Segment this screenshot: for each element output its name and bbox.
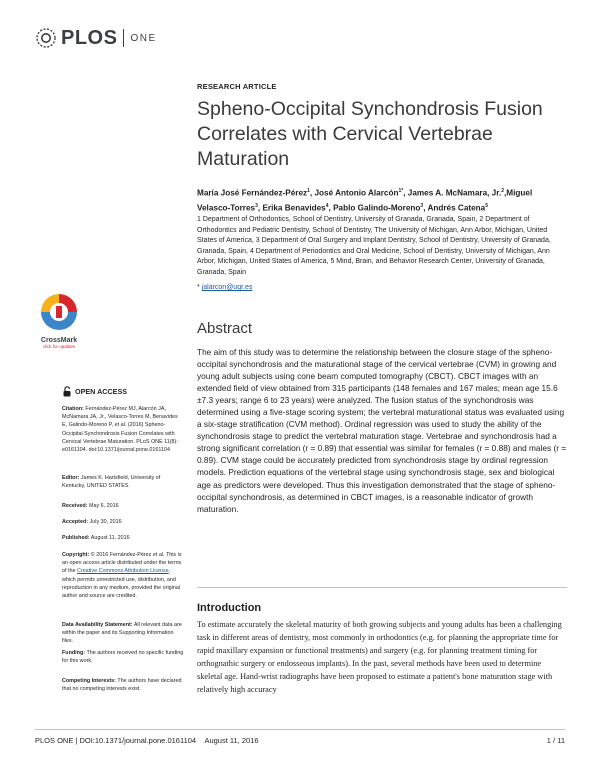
data-availability-text: All relevant data are within the paper and its Supporting Information files.	[62, 622, 182, 645]
crossmark-sub: click for updates	[42, 344, 76, 349]
plos-logo-icon	[35, 27, 57, 49]
logo-journal: ONE	[130, 32, 157, 44]
competing-interests-label: Competing Interests:	[62, 678, 116, 684]
published-label: Published:	[62, 535, 90, 541]
data-availability-label: Data Availability Statement:	[62, 622, 133, 628]
abstract-heading: Abstract	[197, 320, 253, 337]
section-divider	[197, 587, 567, 588]
page-number: 1 / 11	[546, 736, 565, 745]
editor-block	[62, 474, 184, 490]
open-access-badge	[62, 386, 127, 397]
author-affiliation-marker: 3	[420, 202, 424, 209]
article-type: RESEARCH ARTICLE	[197, 82, 277, 91]
crossmark-label: CrossMark	[40, 337, 78, 344]
affiliation-text: Department of Orthodontics, School of Dentistry, University of Granada, Granada, Spain,	[202, 216, 480, 223]
received-block	[62, 502, 184, 510]
received-text: May 6, 2016	[88, 503, 119, 509]
affiliation-text: Department of Periodontics and Oral Medicine, School of Dentistry, University of Michigan, Ann Arbor, Michigan, United States of America,	[197, 247, 550, 265]
copyright-label: Copyright:	[62, 552, 90, 558]
accepted-text: July 30, 2016	[89, 519, 122, 525]
introduction-heading: Introduction	[197, 602, 262, 614]
affiliations	[197, 215, 567, 278]
funding-label: Funding:	[62, 650, 86, 656]
author-name: Miguel Velasco-Torres	[197, 188, 533, 213]
copyright-block	[62, 551, 184, 600]
data-availability-block	[62, 621, 184, 646]
logo-divider	[123, 29, 124, 47]
author-affiliation-marker: 1	[307, 188, 310, 194]
funding-block	[62, 649, 184, 665]
introduction-text: To estimate accurately the skeletal maturity of both growing subjects and young adults has been a challenging task in different areas of dentistry, most commonly in orthodontics (e.g. for planning the appropriate time for rapid maxillary expansion or functional treatments) and surgery (e.g. for planning treatment timing for orthognathic surgery or endosseous implants). In the past, several methods have been used to determine skeletal age. Hand-wrist radiographs have been proposed to estimate a patient's bone maturation stage with relatively high accuracy	[197, 620, 562, 694]
plos-one-logo[interactable]	[35, 26, 157, 50]
editor-label: Editor:	[62, 475, 80, 481]
abstract-text: The aim of this study was to determine the relationship between the closure stage of the spheno-occipital synchondrosis and the maturational stage of the cervical vertebrae (CVM) in growing and young adult subjects using cone beam computed tomography (CBCT). CBCT images with an extended field of view obtained from 315 participants (148 females and 167 males; mean age 15.6 ±7.3 years; range 6 to 23 years) were analyzed. The fusion status of the synchondrosis was determined using a five-stage scoring system; the vertebral maturational status was evaluated using a six-stage stratification (CVM method). Ordinal regression was used to study the ability of the synchondrosis stage to predict the vertebral maturation stage. Vertebrae and synchondrosis had a strong significant correlation (r = 0.89) that essential was similar for females (r = 0.88) and males (r = 0.89). CVM stage could be accurately predicted from synchondrosis stage by ordinal regression models. Prediction equations of the vertebral stage using synchondrosis stage, sex and biological age as predictors were developed. Thus this investigation demonstrated that the stage of spheno-occipital synchondrosis, as determined in CBCT images, is a reasonable indicator of growth maturation.	[197, 347, 567, 514]
page-footer	[35, 736, 565, 745]
copyright-pre: © 2016 Fernández-Pérez et al. This is an open access article distributed under the terms of the	[62, 552, 182, 575]
accepted-label: Accepted:	[62, 519, 89, 525]
citation-block	[62, 405, 184, 454]
author-affiliation-marker: 4	[325, 202, 329, 209]
author-affiliation-marker: 3	[255, 202, 258, 209]
published-text: August 11, 2016	[90, 535, 130, 541]
affiliation-number: 3	[255, 237, 262, 244]
article-title: Spheno-Occipital Synchondrosis Fusion Correlates with Cervical Vertebrae Maturation	[197, 98, 543, 170]
citation-text: Fernández-Pérez MJ, Alarcón JA, McNamara JA, Jr., Velasco-Torres M, Benavides E, Galindo-Moreno P, et al. (2016) Spheno-Occipital Synchondrosis Fusion Correlates with Cervical Vertebrae Maturation. PLoS ONE 11(8): e0161104. doi:10.1371/journal.pone.0161104	[62, 406, 178, 454]
citation-label: Citation:	[62, 406, 84, 412]
open-access-label: OPEN ACCESS	[75, 387, 128, 396]
open-lock-icon	[62, 386, 72, 397]
author-affiliation-marker: 1*	[398, 188, 404, 194]
license-link[interactable]: Creative Commons Attribution License	[77, 568, 169, 575]
author-name: James A. McNamara, Jr.	[407, 188, 502, 198]
author-name: Pablo Galindo-Moreno	[333, 203, 421, 213]
author-list: María José Fernández-Pérez$^1$, José Antonio Alarcón$^{1*}$, James A. McNamara, Jr.$^2$,Miguel Velasco-Torres$^3$, Erika Benavides$^4$, Pablo Galindo-Moreno$^3$, Andrés Catena$^5$	[197, 188, 533, 213]
affiliation-number: 4	[249, 247, 256, 255]
footer-date: August 11, 2016	[204, 736, 259, 745]
affiliation-number: 2	[479, 216, 486, 223]
published-block	[62, 534, 184, 542]
affiliation-text: Mind, Brain, and Behavior Research Center, University of Granada, Granada, Spain	[197, 258, 545, 276]
author-name: José Antonio Alarcón	[314, 188, 399, 198]
affiliation-text: Department of Orthodontics and Pediatric Dentistry, School of Dentistry, The University of Michigan, Ann Arbor, Michigan, United States of America,	[197, 216, 548, 244]
corresponding-email	[197, 284, 567, 291]
email-marker: *	[197, 284, 200, 291]
author-name: Erika Benavides	[262, 203, 326, 213]
funding-text: The authors received no specific funding for this work.	[62, 650, 184, 665]
author-name: María José Fernández-Pérez	[197, 188, 308, 198]
logo-brand: PLOS	[61, 26, 118, 49]
crossmark-badge[interactable]	[35, 292, 83, 349]
copyright-post: , which permits unrestricted use, distribution, and reproduction in any medium, provided the original author and source are credited.	[62, 568, 181, 600]
email-link[interactable]: jalarcon@ugr.es	[201, 284, 253, 291]
competing-interests-block	[62, 677, 184, 693]
affiliation-text: Department of Oral Surgery and Implant Dentistry, School of Dentistry, University of Granada, Granada, Spain,	[197, 237, 551, 255]
affiliation-number: 1	[197, 216, 203, 223]
received-label: Received:	[62, 503, 88, 509]
accepted-block	[62, 518, 184, 526]
competing-interests-text: The authors have declared that no competing interests exist.	[62, 678, 182, 693]
footer-divider	[35, 729, 565, 730]
author-name: Andrés Catena	[427, 203, 486, 213]
affiliation-number: 5	[330, 258, 337, 265]
editor-text: James K. Hartsfield, University of Kentucky, UNITED STATES	[62, 475, 161, 490]
footer-citation	[35, 736, 259, 745]
author-affiliation-marker: 5	[485, 202, 489, 209]
crossmark-icon	[35, 292, 83, 332]
author-affiliation-marker: 2	[501, 188, 505, 194]
footer-doi: PLOS ONE | DOI:10.1371/journal.pone.0161104	[35, 736, 197, 745]
